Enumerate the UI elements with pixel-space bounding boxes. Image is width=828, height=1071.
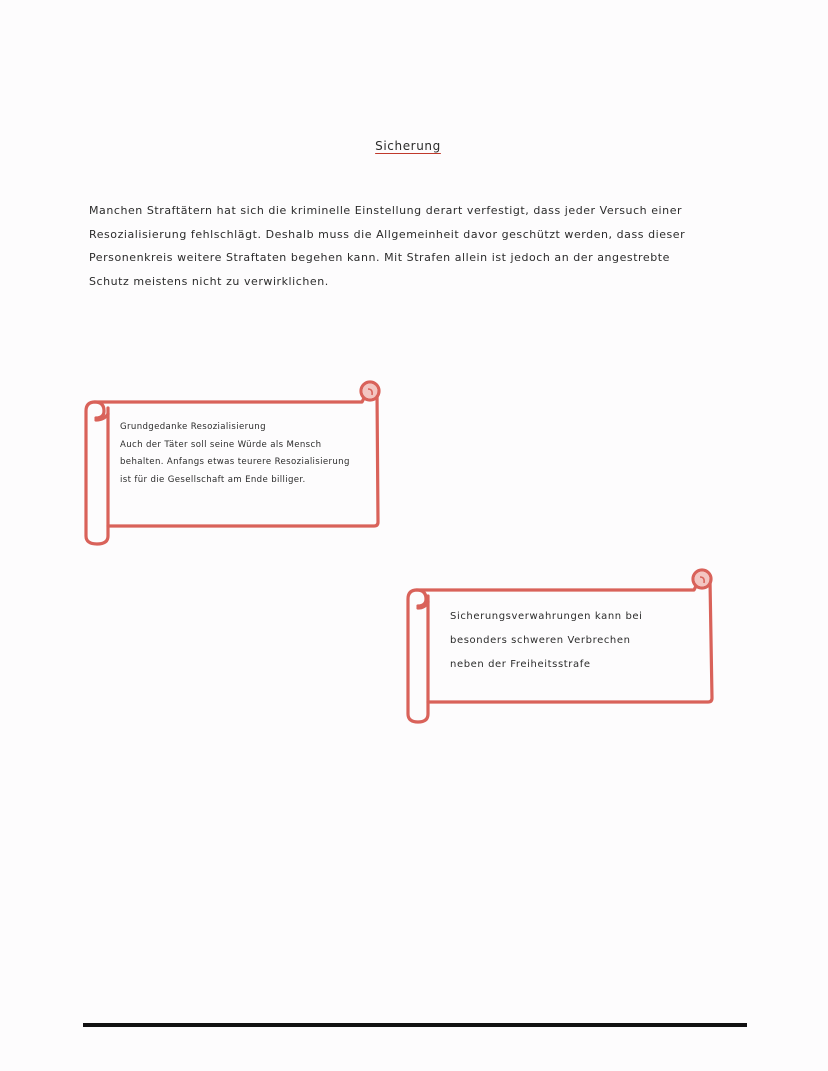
scroll-line: neben der Freiheitsstrafe (450, 659, 591, 670)
scroll-line: Grundgedanke Resozialisierung (120, 422, 266, 432)
scroll-line: Auch der Täter soll seine Würde als Mensch (120, 439, 322, 450)
intro-line: Schutz meistens nicht zu verwirklichen. (89, 274, 329, 288)
intro-paragraph (89, 199, 729, 293)
scroll-banner-resozialisierung (80, 378, 384, 550)
intro-line: Resozialisierung fehlschlägt. Deshalb muss die Allgemeinheit davor geschützt werden, dass dieser (89, 227, 686, 241)
page-title (0, 139, 816, 153)
intro-line: Manchen Straftätern hat sich die kriminelle Einstellung derart verfestigt, dass jeder Versuch einer (89, 204, 683, 217)
scroll-text-resozialisierung (120, 419, 350, 489)
scroll-line: ist für die Gesellschaft am Ende billiger. (120, 474, 306, 485)
scroll-text-sicherungsverwahrung (450, 605, 643, 677)
bottom-divider (83, 1023, 747, 1027)
intro-line: Personenkreis weitere Straftaten begehen kann. Mit Strafen allein ist jedoch an der angestrebte (89, 251, 670, 264)
scroll-line: Sicherungsverwahrungen kann bei (450, 611, 643, 622)
scroll-line: behalten. Anfangs etwas teurere Resozialisierung (120, 457, 350, 467)
page-title-text: Sicherung (375, 139, 441, 153)
scroll-banner-sicherungsverwahrung (402, 566, 718, 726)
scroll-line: besonders schweren Verbrechen (450, 635, 631, 646)
